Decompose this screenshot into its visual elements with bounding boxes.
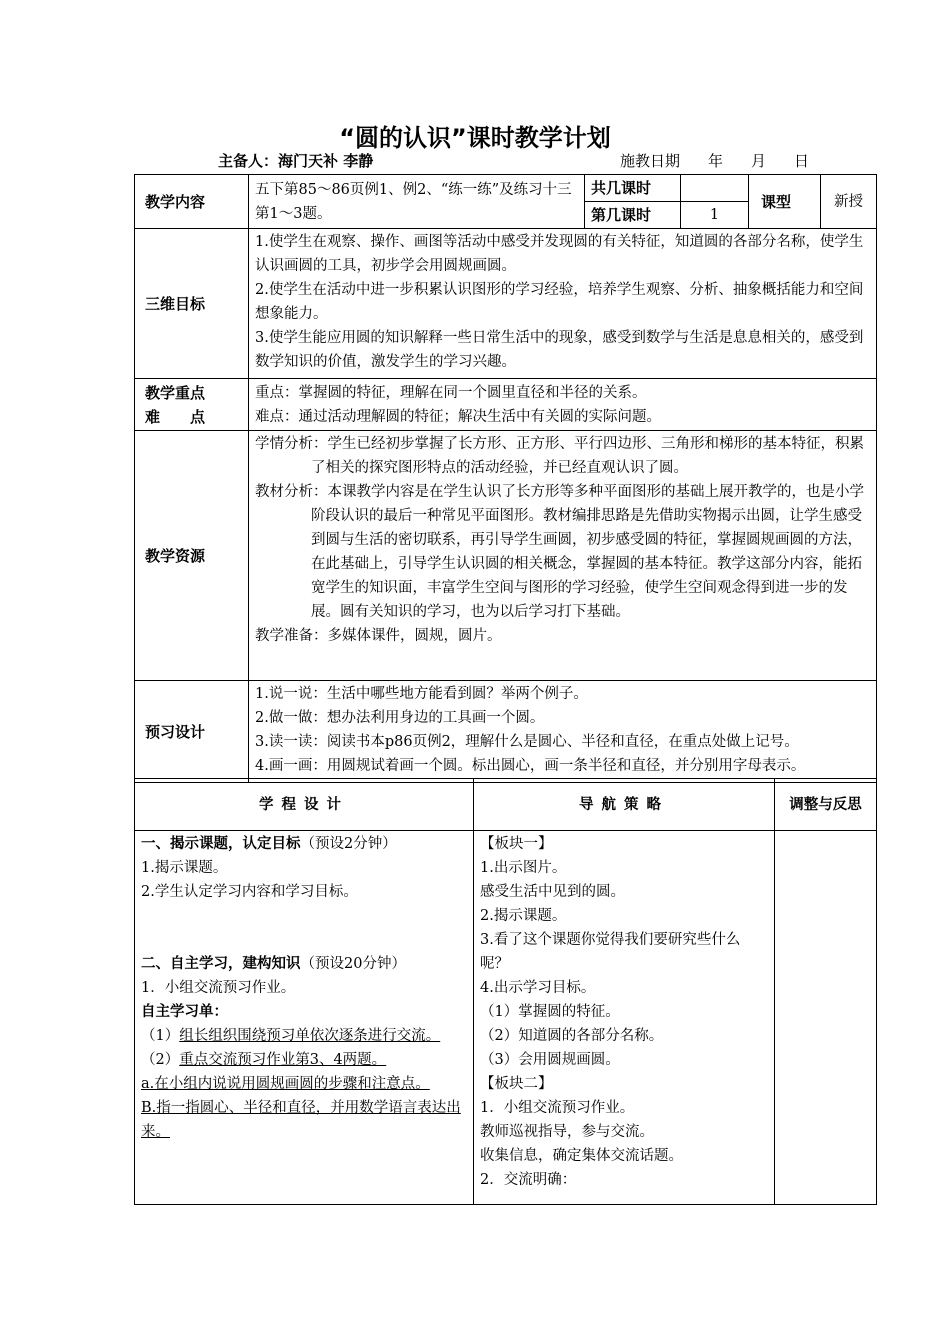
process-design-content: [135, 831, 474, 1205]
process-design-header: 学程设计: [135, 779, 474, 831]
reflection-header: 调整与反思: [775, 779, 877, 831]
section1-item: 2.学生认定学习内容和学习目标。: [141, 884, 358, 900]
date-day: 日: [794, 152, 810, 170]
preview-item: 1.说一说：生活中哪些地方能看到圆？举两个例子。: [255, 686, 588, 702]
sheet-item: 重点交流预习作业第3、4两题。: [179, 1052, 387, 1068]
lesson-type-label: 课型: [749, 175, 821, 229]
strategy-line: 1．小组交流预习作业。: [480, 1100, 635, 1116]
goals-content: [249, 229, 877, 379]
strategy-line: 2.揭示课题。: [480, 908, 567, 924]
lesson-number-value: 1: [681, 202, 749, 229]
preview-content: [249, 681, 877, 783]
key-label: 教学重点: [145, 383, 206, 402]
teaching-preparation: 教学准备：多媒体课件，圆规，圆片。: [255, 628, 502, 644]
date-year: 年: [708, 152, 724, 170]
sheet-item: 组长组织围绕预习单依次逐条进行交流。: [179, 1028, 441, 1044]
strategy-line: 【板块二】: [480, 1076, 553, 1092]
strategy-line: 感受生活中见到的圆。: [480, 884, 625, 900]
date-label: 施教日期: [620, 152, 681, 170]
sheet-subitem: B.指一指圆心、半径和直径，并用数学语言表达出来。: [141, 1100, 461, 1140]
section2-time: （预设20分钟）: [300, 956, 406, 972]
goal-item: 2.使学生在活动中进一步积累认识图形的学习经验，培养学生观察、分析、抽象概括能力和空间想象能力。: [255, 282, 864, 322]
navigation-strategy-header: 导航策略: [474, 779, 775, 831]
section1-title: 一、揭示课题，认定目标: [141, 836, 301, 852]
teaching-date: [620, 150, 837, 171]
keypoints-label: [135, 379, 249, 431]
preview-item: 3.读一读：阅读书本p86页例2，理解什么是圆心、半径和直径，在重点处做上记号。: [255, 734, 799, 750]
process-table: [134, 778, 877, 1205]
lesson-info-table: [134, 174, 877, 783]
goals-label: 三维目标: [135, 229, 249, 379]
preview-label: 预习设计: [135, 681, 249, 783]
lesson-type-value: 新授: [821, 175, 877, 229]
content-value: 五下第85～86页例1、例2、“练一练”及练习十三第1～3题。: [249, 175, 585, 229]
section1-item: 1.揭示课题。: [141, 860, 228, 876]
strategy-line: 教师巡视指导，参与交流。: [480, 1124, 654, 1140]
strategy-line: 2．交流明确：: [480, 1172, 577, 1188]
keypoints-content: [249, 379, 877, 431]
strategy-line: （3）会用圆规画圆。: [480, 1052, 620, 1068]
sheet-item-prefix: （2）: [141, 1052, 180, 1068]
key-point: 重点：掌握圆的特征，理解在同一个圆里直径和半径的关系。: [255, 384, 647, 401]
reflection-content: [775, 831, 877, 1205]
goal-item: 3.使学生能应用圆的知识解释一些日常生活中的现象，感受到数学与生活是息息相关的，感受到数学知识的价值，激发学生的学习兴趣。: [255, 330, 864, 370]
sheet-subitem: a.在小组内说说用圆规画圆的步骤和注意点。: [141, 1076, 430, 1092]
strategy-line: 4.出示学习目标。: [480, 980, 596, 996]
lesson-number-label: 第几课时: [585, 202, 681, 229]
strategy-line: 收集信息，确定集体交流话题。: [480, 1148, 683, 1164]
total-lessons-label: 共几课时: [585, 175, 681, 202]
resources-label: 教学资源: [135, 431, 249, 681]
preparers: 主备人：海门天补 李静: [218, 152, 374, 170]
sheet-item-prefix: （1）: [141, 1028, 180, 1044]
self-study-sheet-label: 自主学习单：: [141, 1004, 228, 1020]
strategy-line: （1）掌握圆的特征。: [480, 1004, 620, 1020]
resources-content: [249, 431, 877, 681]
page-title: “圆的认识”课时教学计划: [339, 124, 611, 152]
content-label: 教学内容: [135, 175, 249, 229]
textbook-analysis: 教材分析：本课教学内容是在学生认识了长方形等多种平面图形的基础上展开教学的，也是小学阶段认识的最后一种常见平面图形。教材编排思路是先借助实物揭示出圆，让学生感受到圆与生活的密切联系，再引导学生画圆，初步感受圆的特征，掌握圆规画圆的方法，在此基础上，引导学生认识圆的相关概念，掌握圆的基本特征。教学这部分内容，能拓宽学生的知识面，丰富学生空间与图形的学习经验，使学生空间观念得到进一步的发展。圆有关知识的学习，也为以后学习打下基础。: [255, 484, 864, 620]
difficult-point: 难点：通过活动理解圆的特征；解决生活中有关圆的实际问题。: [255, 408, 661, 425]
preview-item: 2.做一做：想办法利用身边的工具画一个圆。: [255, 710, 545, 726]
difficult-label: 难 点: [145, 407, 206, 426]
section2-item: 1．小组交流预习作业。: [141, 980, 296, 996]
strategy-line: 1.出示图片。: [480, 860, 567, 876]
strategy-line: 【板块一】: [480, 836, 553, 852]
date-month: 月: [751, 152, 767, 170]
strategy-line: （2）知道圆的各部分名称。: [480, 1028, 664, 1044]
strategy-line: 3.看了这个课题你觉得我们要研究些什么呢？: [480, 932, 741, 972]
student-analysis: 学情分析：学生已经初步掌握了长方形、正方形、平行四边形、三角形和梯形的基本特征，积累了相关的探究图形特点的活动经验，并已经直观认识了圆。: [255, 436, 864, 476]
goal-item: 1.使学生在观察、操作、画图等活动中感受并发现圆的有关特征，知道圆的各部分名称，使学生认识画圆的工具，初步学会用圆规画圆。: [255, 234, 864, 274]
section1-time: （预设2分钟）: [300, 836, 397, 852]
section2-title: 二、自主学习，建构知识: [141, 956, 301, 972]
preview-item: 4.画一画：用圆规试着画一个圆。标出圆心，画一条半径和直径，并分别用字母表示。: [255, 758, 806, 774]
navigation-strategy-content: [474, 831, 775, 1205]
total-lessons-value: [681, 175, 749, 202]
